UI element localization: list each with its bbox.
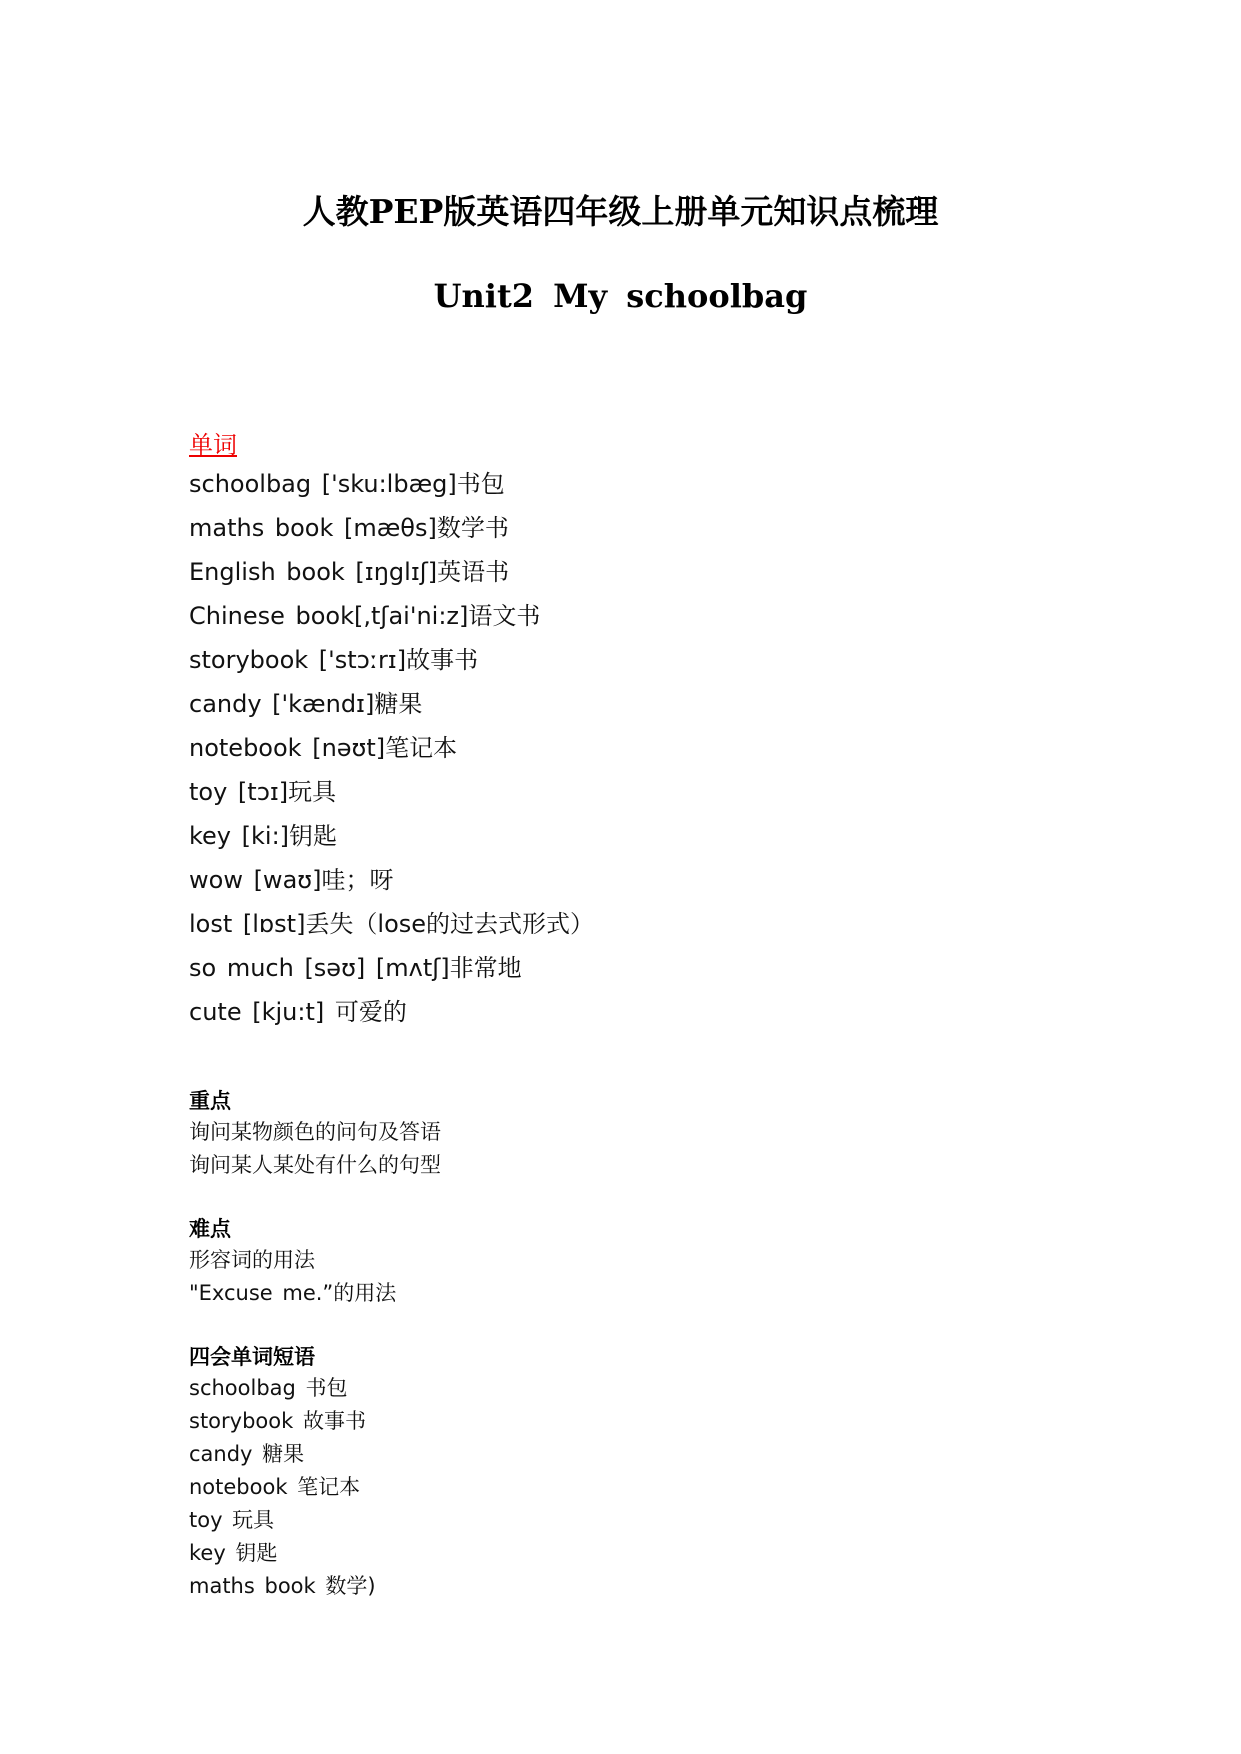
- document-title: 人教PEP版英语四年级上册单元知识点梳理: [302, 192, 939, 231]
- vocabulary-item: wow [waʊ]哇；呀: [189, 866, 394, 894]
- four-skills-item: candy 糖果: [189, 1442, 305, 1466]
- vocabulary-item: cute [kju:t] 可爱的: [189, 998, 407, 1026]
- vocabulary-list: [189, 462, 1089, 1034]
- vocabulary-item: lost [lɒst]丢失（lose的过去式形式）: [189, 910, 595, 938]
- difficult-point-item: 形容词的用法: [189, 1248, 315, 1272]
- key-points-heading: 重点: [189, 1089, 231, 1113]
- difficult-points-heading: 难点: [189, 1217, 231, 1241]
- vocabulary-item: maths book [mæθs]数学书: [189, 514, 509, 542]
- four-skills-heading: 四会单词短语: [189, 1345, 315, 1369]
- four-skills-item: key 钥匙: [189, 1541, 278, 1565]
- key-point-item: 询问某人某处有什么的句型: [189, 1153, 441, 1177]
- four-skills-item: storybook 故事书: [189, 1409, 366, 1433]
- four-skills-item: schoolbag 书包: [189, 1376, 348, 1400]
- document-body: [189, 428, 1089, 1603]
- vocabulary-item: so much [səʊ] [mʌtʃ]非常地: [189, 954, 522, 982]
- vocabulary-item: notebook [nəʊt]笔记本: [189, 734, 458, 762]
- difficult-points-list: [189, 1244, 1089, 1310]
- vocabulary-item: candy ['kændɪ]糖果: [189, 690, 423, 718]
- key-points-list: [189, 1116, 1089, 1182]
- difficult-points-section: [189, 1214, 1089, 1310]
- vocabulary-item: English book [ɪŋglɪʃ]英语书: [189, 558, 510, 586]
- vocabulary-item: Chinese book[,tʃai'ni:z]语文书: [189, 602, 541, 630]
- four-skills-item: toy 玩具: [189, 1508, 275, 1532]
- vocabulary-item: toy [tɔɪ]玩具: [189, 778, 337, 806]
- key-points-section: [189, 1086, 1089, 1182]
- key-point-item: 询问某物颜色的问句及答语: [189, 1120, 441, 1144]
- difficult-point-item: "Excuse me.”的用法: [189, 1281, 397, 1305]
- four-skills-item: maths book 数学): [189, 1574, 376, 1598]
- four-skills-item: notebook 笔记本: [189, 1475, 361, 1499]
- four-skills-list: [189, 1372, 1089, 1603]
- vocabulary-item: key [ki:]钥匙: [189, 822, 338, 850]
- document-subtitle: Unit2 My schoolbag: [433, 277, 808, 315]
- vocabulary-item: storybook ['stɔːrɪ]故事书: [189, 646, 479, 674]
- four-skills-section: [189, 1342, 1089, 1603]
- vocabulary-heading: 单词: [189, 431, 237, 459]
- vocabulary-section: [189, 428, 1089, 1034]
- vocabulary-item: schoolbag ['sku:lbæg]书包: [189, 470, 505, 498]
